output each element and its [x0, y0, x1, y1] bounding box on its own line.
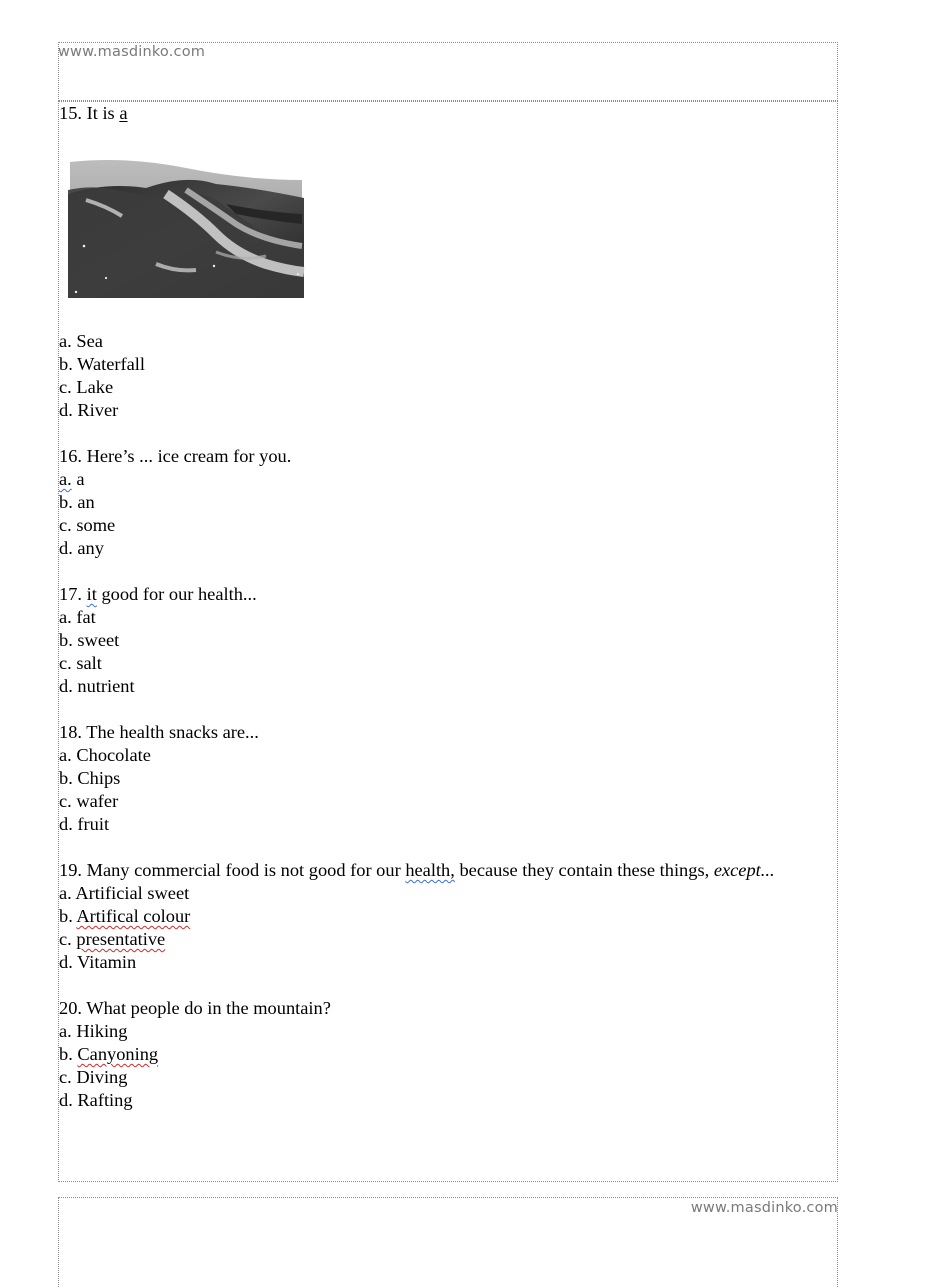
- question-17: 17. it good for our health...: [59, 584, 257, 604]
- option-19-d: d. Vitamin: [59, 952, 137, 972]
- option-16-c: c. some: [59, 515, 116, 535]
- option-17-a: a. fat: [59, 607, 96, 627]
- option-18-d: d. fruit: [59, 814, 110, 834]
- option-20-b: b. Canyoning: [59, 1044, 159, 1064]
- option-16-b: b. an: [59, 492, 95, 512]
- question-16: 16. Here’s ... ice cream for you.: [59, 446, 292, 466]
- option-15-b: b. Waterfall: [59, 354, 146, 374]
- option-18-b: b. Chips: [59, 768, 121, 788]
- option-15-c: c. Lake: [59, 377, 114, 397]
- option-17-c: c. salt: [59, 653, 102, 673]
- option-19-b: b. Artifical colour: [59, 906, 191, 926]
- option-18-a: a. Chocolate: [59, 745, 151, 765]
- question-15-options: [59, 330, 837, 422]
- option-19-a: a. Artificial sweet: [59, 883, 190, 903]
- option-17-b: b. sweet: [59, 630, 120, 650]
- footer-url: www.masdinko.com: [690, 1200, 838, 1216]
- option-16-a: a. a: [59, 469, 85, 489]
- mountain-landscape-photo: [66, 154, 306, 300]
- option-20-c: c. Diving: [59, 1067, 128, 1087]
- option-17-d: d. nutrient: [59, 676, 135, 696]
- question-15: 15. It is a: [59, 103, 128, 123]
- option-19-c: c. presentative: [59, 929, 166, 949]
- option-20-a: a. Hiking: [59, 1021, 128, 1041]
- option-15-d: d. River: [59, 400, 119, 420]
- option-16-d: d. any: [59, 538, 104, 558]
- question-18: 18. The health snacks are...: [59, 722, 259, 742]
- header-url: www.masdinko.com: [58, 44, 206, 60]
- option-20-d: d. Rafting: [59, 1090, 133, 1110]
- option-15-a: a. Sea: [59, 331, 103, 351]
- worksheet-content: [59, 102, 837, 1112]
- question-20: 20. What people do in the mountain?: [59, 998, 331, 1018]
- question-19: 19. Many commercial food is not good for our health, because they contain these things, except...: [59, 860, 775, 880]
- option-18-c: c. wafer: [59, 791, 119, 811]
